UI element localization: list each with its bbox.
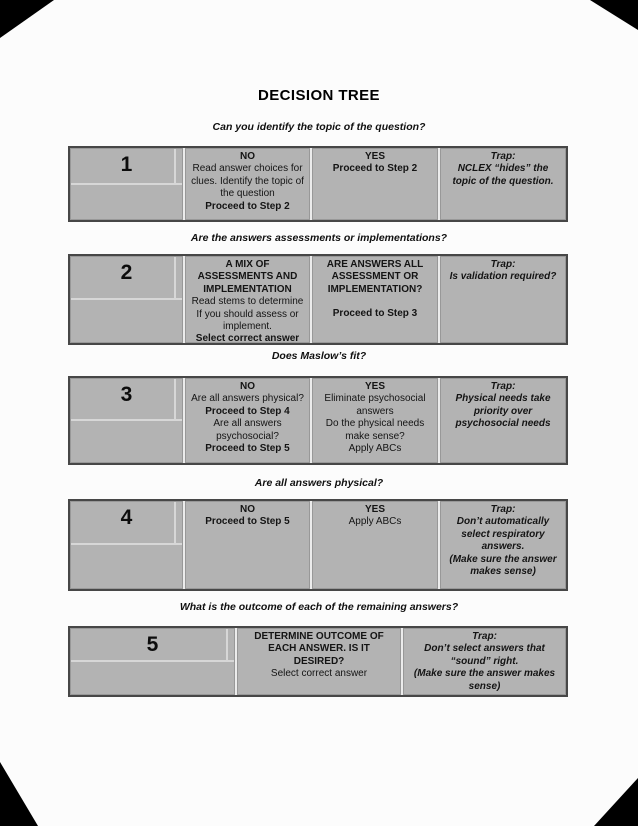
cell-action: Select correct answer bbox=[195, 333, 300, 343]
trap-body: NCLEX “hides” the topic of the question. bbox=[452, 163, 554, 187]
trap-body: Is validation required? bbox=[449, 271, 557, 283]
step-5-question: What is the outcome of each of the remaining answers? bbox=[179, 601, 459, 613]
step-4-question: Are all answers physical? bbox=[254, 477, 384, 489]
step-2-question: Are the answers assessments or implementations? bbox=[190, 232, 448, 244]
scan-corner-bottom-left bbox=[0, 762, 38, 826]
cell-body: Apply ABCs bbox=[348, 516, 402, 528]
trap-body: Physical needs take priority over psychosocial needs bbox=[455, 393, 551, 430]
cell-action: Proceed to Step 3 bbox=[332, 308, 418, 320]
trap-body: Don’t select answers that “sound” right. bbox=[424, 643, 545, 667]
trap-body: Don’t automatically select respiratory answers. bbox=[456, 516, 550, 553]
step-3-number: 3 bbox=[70, 378, 183, 463]
step-3-table bbox=[68, 376, 568, 465]
step-5-main-cell bbox=[237, 628, 401, 695]
cell-body: Do the physical needs make sense? bbox=[325, 418, 425, 442]
trap-note: (Make sure the answer makes sense) bbox=[449, 553, 557, 577]
cell-body: Read answer choices for clues. Identify the topic of the question bbox=[191, 163, 304, 200]
trap-label: Trap: bbox=[472, 631, 497, 642]
cell-body: Are all answers psychosocial? bbox=[213, 418, 282, 442]
cell-header: YES bbox=[364, 381, 385, 392]
step-2-trap-cell bbox=[440, 256, 566, 343]
cell-action: Proceed to Step 5 bbox=[205, 516, 290, 528]
step-4-yes-cell bbox=[312, 501, 438, 589]
step-1-no-cell bbox=[185, 148, 310, 220]
cell-header: NO bbox=[240, 151, 255, 162]
cell-action: Proceed to Step 2 bbox=[205, 200, 290, 212]
cell-header: NO bbox=[240, 504, 255, 515]
cell-header: YES bbox=[364, 151, 385, 162]
step-1-number: 1 bbox=[70, 148, 183, 220]
step-5-table bbox=[68, 626, 568, 697]
step-2-all-cell bbox=[312, 256, 438, 343]
step-4-number: 4 bbox=[70, 501, 183, 589]
cell-body: Read stems to determine If you should assess or implement. bbox=[191, 296, 304, 332]
step-1-question: Can you identify the topic of the question? bbox=[212, 121, 426, 133]
step-3-question: Does Maslow’s fit? bbox=[271, 350, 367, 362]
trap-label: Trap: bbox=[490, 151, 516, 162]
step-4-no-cell bbox=[185, 501, 310, 589]
step-3-no-cell bbox=[185, 378, 310, 463]
cell-header: DETERMINE OUTCOME OF EACH ANSWER. IS IT DESIRED? bbox=[254, 631, 384, 667]
cell-body: Apply ABCs bbox=[348, 442, 402, 454]
cell-header: NO bbox=[240, 381, 255, 392]
step-2-table bbox=[68, 254, 568, 345]
step-4-trap-cell bbox=[440, 501, 566, 589]
step-1-table bbox=[68, 146, 568, 222]
cell-action: Proceed to Step 5 bbox=[205, 442, 290, 454]
cell-header: A MIX OF ASSESSMENTS AND IMPLEMENTATION bbox=[197, 259, 298, 295]
step-1-yes-cell bbox=[312, 148, 438, 220]
trap-label: Trap: bbox=[490, 381, 516, 392]
step-5-trap-cell bbox=[403, 628, 566, 695]
trap-label: Trap: bbox=[490, 259, 516, 270]
cell-action: Proceed to Step 4 bbox=[205, 405, 290, 417]
step-5-number: 5 bbox=[70, 628, 235, 695]
cell-body: Eliminate psychosocial answers bbox=[324, 393, 426, 417]
step-1-trap-cell bbox=[440, 148, 566, 220]
scan-corner-bottom-right bbox=[594, 778, 638, 826]
cell-body: Select correct answer bbox=[270, 668, 368, 680]
step-3-yes-cell bbox=[312, 378, 438, 463]
step-2-mix-cell bbox=[185, 256, 310, 343]
scan-corner-top-right bbox=[590, 0, 638, 30]
step-4-table bbox=[68, 499, 568, 591]
cell-header: ARE ANSWERS ALL ASSESSMENT OR IMPLEMENTATION? bbox=[326, 259, 424, 295]
trap-note: (Make sure the answer makes sense) bbox=[413, 668, 556, 692]
scan-corner-top-left bbox=[0, 0, 54, 38]
cell-header: YES bbox=[364, 504, 385, 515]
step-3-trap-cell bbox=[440, 378, 566, 463]
trap-label: Trap: bbox=[490, 504, 516, 515]
cell-action: Proceed to Step 2 bbox=[332, 163, 418, 175]
document-title: DECISION TREE bbox=[258, 87, 380, 104]
cell-body: Are all answers physical? bbox=[191, 393, 304, 405]
step-2-number: 2 bbox=[70, 256, 183, 343]
